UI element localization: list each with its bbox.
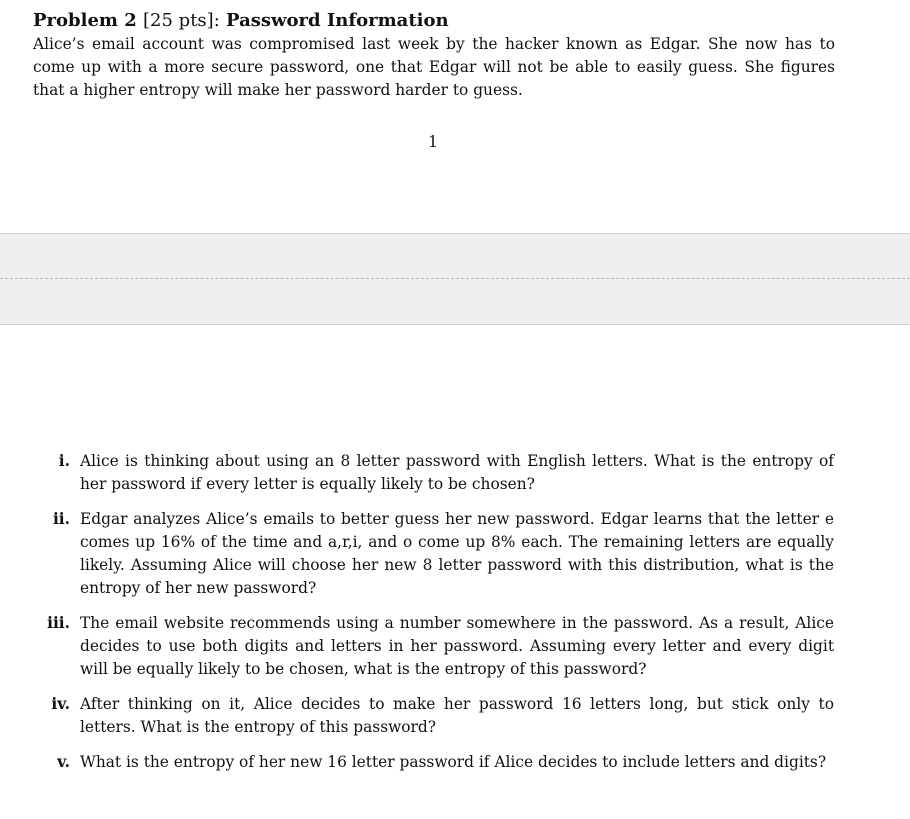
question-text: Alice is thinking about using an 8 letter password with English letters. What is the entropy of her password if every letter is equally likely to be chosen? (80, 452, 834, 493)
question-number: iii. (47, 614, 70, 632)
question-number: ii. (52, 510, 70, 528)
question-item (0, 508, 910, 600)
problem-heading (33, 9, 835, 33)
question-text: The email website recommends using a number somewhere in the password. As a result, Alice decides to use both digits and letters in her password. Assuming every letter and every digit will be equally likely to be chosen, what is the entropy of this password? (80, 614, 834, 678)
problem-title: Password Information (226, 10, 449, 31)
question-number: iv. (51, 695, 70, 713)
question-list (0, 450, 910, 786)
question-number: i. (58, 452, 70, 470)
page-one (33, 9, 835, 102)
question-item (0, 450, 910, 496)
question-item (0, 612, 910, 681)
problem-points: [25 pts]: (143, 10, 220, 31)
problem-intro: Alice’s email account was compromised last week by the hacker known as Edgar. She now has to come up with a more secure password, one that Edgar will not be able to easily guess. She figures that a higher entropy will make her password harder to guess. (33, 35, 835, 99)
page-number: 1 (428, 133, 438, 151)
problem-number: Problem 2 (33, 10, 137, 31)
page-gap-top (0, 233, 910, 279)
question-text: After thinking on it, Alice decides to make her password 16 letters long, but stick only to letters. What is the entropy of this password? (80, 695, 834, 736)
question-number: v. (57, 753, 70, 771)
page-gap-bottom (0, 279, 910, 325)
question-item (0, 751, 910, 774)
question-text: Edgar analyzes Alice’s emails to better guess her new password. Edgar learns that the letter e comes up 16% of the time and a,r,i, and o come up 8% each. The remaining letters are equally likely. Assuming Alice will choose her new 8 letter password with this distribution, what is the entropy of her new password? (80, 510, 834, 597)
question-text: What is the entropy of her new 16 letter password if Alice decides to include letters and digits? (80, 753, 827, 771)
question-item (0, 693, 910, 739)
